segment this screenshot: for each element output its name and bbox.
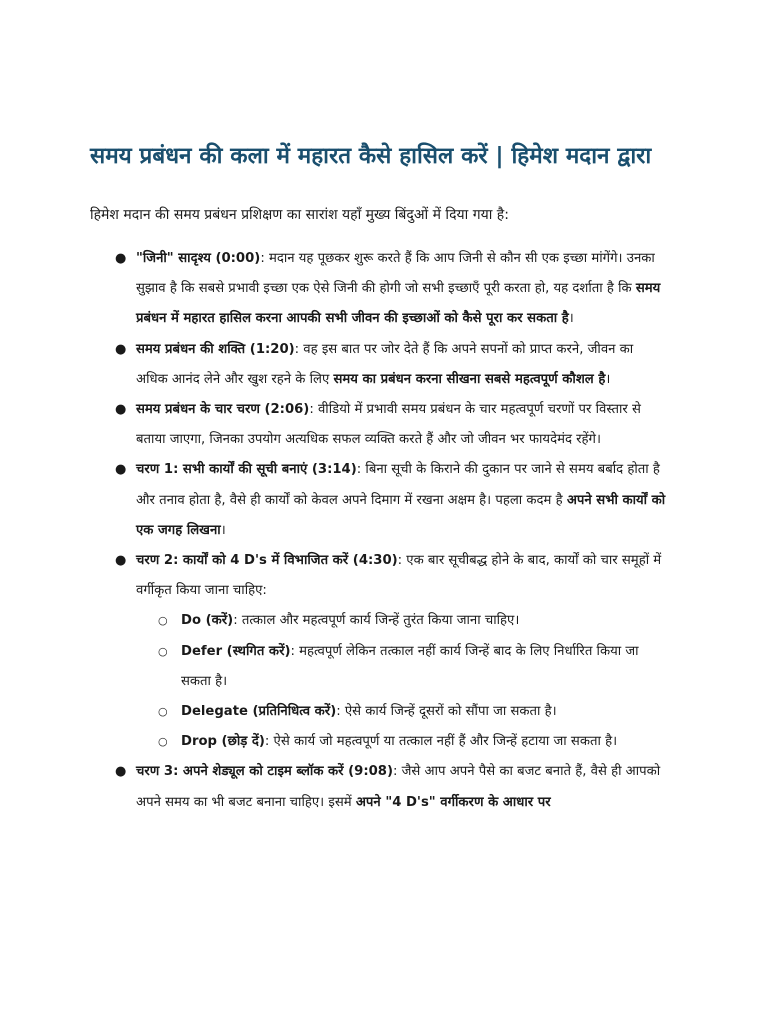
bullet-icon: ● bbox=[115, 251, 127, 266]
bullet-icon: ● bbox=[115, 764, 127, 780]
item-tail: । bbox=[220, 522, 226, 538]
circle-bullet-icon: ○ bbox=[158, 735, 168, 749]
sub-item-heading: Delegate (प्रतिनिधित्व करें) bbox=[181, 704, 337, 720]
list-item bbox=[0, 335, 668, 395]
item-text: : एक बार सूचीबद्ध होने के बाद, कार्यों को चार समूहों में वर्गीकृत किया जाना चाहिए: bbox=[136, 553, 662, 599]
sub-item-heading: Defer (स्थगित करें) bbox=[181, 643, 291, 659]
bullet-icon: ● bbox=[115, 402, 127, 418]
item-heading: समय प्रबंधन के चार चरण (2:06) bbox=[136, 402, 310, 418]
circle-bullet-icon: ○ bbox=[158, 644, 168, 658]
sub-list-item bbox=[136, 727, 668, 757]
item-text: : वह इस बात पर जोर देते हैं कि अपने सपनों को प्राप्त करने, जीवन का अधिक आनंद लेने और खुश रहने के लिए bbox=[136, 341, 634, 387]
sub-item-text: : तत्काल और महत्वपूर्ण कार्य जिन्हें तुरंत किया जाना चाहिए। bbox=[233, 613, 520, 629]
sub-list-item bbox=[136, 606, 668, 636]
item-text: : मदान यह पूछकर शुरू करते हैं कि आप जिनी से कौन सी एक इच्छा मांगेंगे। उनका सुझाव है कि सबसे प्रभावी इच्छा एक ऐसे जिनी की होगी जो सभी इच्छाएँ पूरी करता हो, यह दर्शाता है कि bbox=[136, 251, 655, 297]
sub-list-item bbox=[136, 697, 668, 727]
item-emphasis: समय का प्रबंधन करना सीखना सबसे महत्वपूर्ण कौशल है bbox=[333, 371, 606, 387]
item-heading: चरण 2: कार्यों को 4 D's में विभाजित करें (4:30) bbox=[136, 553, 398, 569]
item-emphasis: समय प्रबंधन में महारत हासिल करना आपकी सभी जीवन की इच्छाओं को कैसे पूरा कर सकता है bbox=[136, 281, 661, 327]
summary-list bbox=[0, 244, 768, 818]
list-item bbox=[0, 244, 668, 335]
bullet-icon: ● bbox=[115, 553, 127, 569]
page-title: समय प्रबंधन की कला में महारत कैसे हासिल करें | हिमेश मदान द्वारा bbox=[90, 143, 652, 169]
circle-bullet-icon: ○ bbox=[158, 614, 168, 628]
list-item bbox=[0, 757, 668, 817]
item-tail: । bbox=[605, 371, 611, 387]
list-item bbox=[0, 546, 668, 757]
item-emphasis: अपने "4 D's" वर्गीकरण के आधार पर bbox=[355, 794, 551, 810]
bullet-icon: ● bbox=[115, 341, 127, 357]
item-heading: "जिनी" सादृश्य (0:00) bbox=[136, 251, 261, 266]
list-item bbox=[0, 455, 668, 546]
sub-item-heading: Do (करें) bbox=[181, 613, 234, 629]
item-text: : वीडियो में प्रभावी समय प्रबंधन के चार महत्वपूर्ण चरणों पर विस्तार से बताया जाएगा, जिनका उपयोग अत्यधिक सफल व्यक्ति करते हैं और जो जीवन भर फायदेमंद रहेंगे। bbox=[136, 402, 641, 448]
item-heading: चरण 1: सभी कार्यों की सूची बनाएं (3:14) bbox=[136, 462, 357, 478]
sub-list bbox=[136, 606, 668, 757]
item-text: : बिना सूची के किराने की दुकान पर जाने से समय बर्बाद होता है और तनाव होता है, वैसे ही कार्यों को केवल अपने दिमाग में रखना अक्षम है। पहला कदम है bbox=[136, 462, 660, 508]
intro-paragraph: हिमेश मदान की समय प्रबंधन प्रशिक्षण का सारांश यहाँ मुख्य बिंदुओं में दिया गया है: bbox=[90, 207, 509, 223]
circle-bullet-icon: ○ bbox=[158, 705, 168, 719]
bullet-icon: ● bbox=[115, 462, 127, 478]
list-item bbox=[0, 395, 668, 455]
sub-item-heading: Drop (छोड़ दें) bbox=[181, 734, 265, 750]
item-heading: चरण 3: अपने शेड्यूल को टाइम ब्लॉक करें (9:08) bbox=[136, 764, 394, 780]
item-tail: । bbox=[568, 311, 574, 327]
sub-list-item bbox=[136, 637, 668, 697]
item-text: : जैसे आप अपने पैसे का बजट बनाते हैं, वैसे ही आपको अपने समय का भी बजट बनाना चाहिए। इसमें bbox=[136, 764, 661, 810]
item-heading: समय प्रबंधन की शक्ति (1:20) bbox=[136, 341, 295, 357]
sub-item-text: : ऐसे कार्य जिन्हें दूसरों को सौंपा जा सकता है। bbox=[336, 704, 557, 720]
item-emphasis: अपने सभी कार्यों को एक जगह लिखना bbox=[136, 492, 666, 538]
sub-item-text: : ऐसे कार्य जो महत्वपूर्ण या तत्काल नहीं हैं और जिन्हें हटाया जा सकता है। bbox=[264, 734, 618, 750]
sub-item-text: : महत्वपूर्ण लेकिन तत्काल नहीं कार्य जिन्हें बाद के लिए निर्धारित किया जा सकता है। bbox=[181, 643, 639, 689]
